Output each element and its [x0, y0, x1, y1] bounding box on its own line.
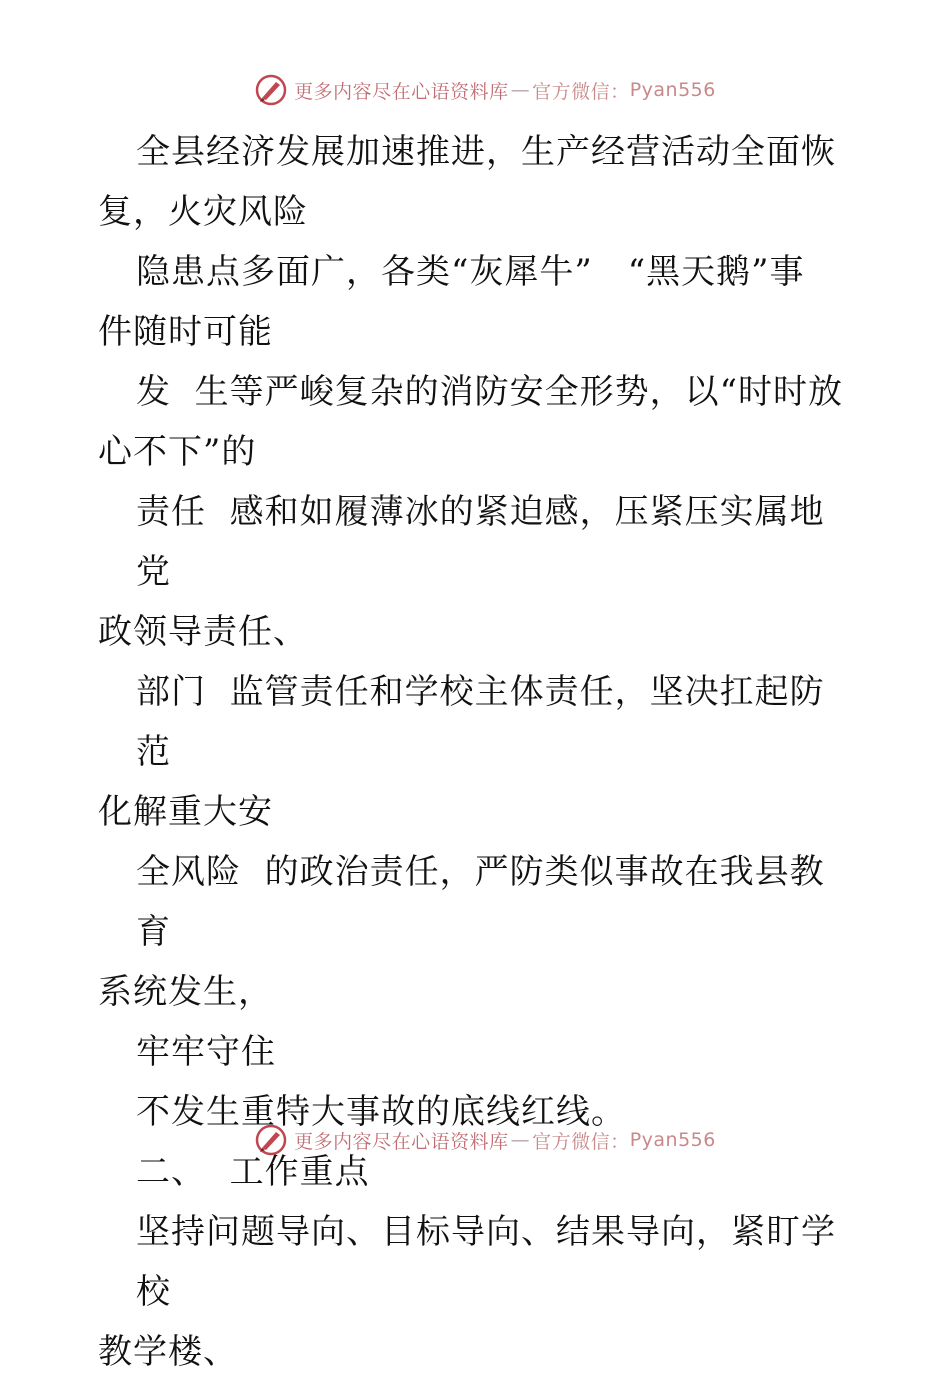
paragraph: [98, 482, 858, 662]
paragraph-first-line: 全风险 的政治责任，严防类似事故在我县教育: [136, 852, 825, 952]
watermark-account: Pyan556: [629, 79, 716, 101]
paragraph-continuation: 复，火灾风险: [98, 192, 308, 232]
paragraph-first-line: 部门 监管责任和学校主体责任，坚决扛起防范: [136, 672, 825, 772]
watermark-text: 更多内容尽在心语资料库: [294, 80, 509, 103]
pen-logo-icon: [254, 73, 288, 107]
paragraph: [98, 242, 858, 362]
paragraph: [98, 362, 858, 482]
paragraph: [98, 842, 858, 1022]
paragraph-continuation: 件随时可能: [98, 312, 273, 352]
paragraph-continuation: 化解重大安: [98, 792, 273, 832]
section-heading-text: 二、 工作重点: [136, 1152, 370, 1192]
pen-logo-icon: [254, 1123, 288, 1157]
watermark-text: 更多内容尽在心语资料库: [294, 1130, 509, 1153]
paragraph: [98, 1202, 858, 1382]
paragraph-first-line: 不发生重特大事故的底线红线。: [136, 1092, 626, 1132]
paragraph-first-line: 隐患点多面广，各类“灰犀牛” “黑天鹅”事: [136, 252, 805, 292]
paragraph-continuation: 心不下”的: [98, 432, 257, 472]
paragraph: [98, 1022, 858, 1082]
paragraph-continuation: 系统发生，: [98, 972, 273, 1012]
paragraph-continuation: 教学楼、: [98, 1332, 238, 1372]
watermark-separator: —: [510, 79, 531, 101]
document-body: [98, 122, 858, 1382]
watermark-separator: —: [510, 1129, 531, 1151]
footer-watermark: [0, 1120, 950, 1160]
watermark-wechat-label: 官方微信：: [532, 1130, 630, 1153]
paragraph-first-line: 坚持问题导向、目标导向、结果导向，紧盯学校: [136, 1212, 836, 1312]
paragraph: [98, 662, 858, 842]
watermark-wechat-label: 官方微信：: [532, 80, 630, 103]
paragraph: [98, 122, 858, 242]
paragraph-first-line: 发 生等严峻复杂的消防安全形势，以“时时放: [136, 372, 843, 412]
paragraph-first-line: 责任 感和如履薄冰的紧迫感，压紧压实属地党: [136, 492, 825, 592]
header-watermark: [0, 70, 950, 110]
watermark-account: Pyan556: [629, 1129, 716, 1151]
paragraph-first-line: 牢牢守住: [136, 1032, 276, 1072]
paragraph-first-line: 全县经济发展加速推进，生产经营活动全面恢: [136, 132, 836, 172]
paragraph-continuation: 政领导责任、: [98, 612, 308, 652]
